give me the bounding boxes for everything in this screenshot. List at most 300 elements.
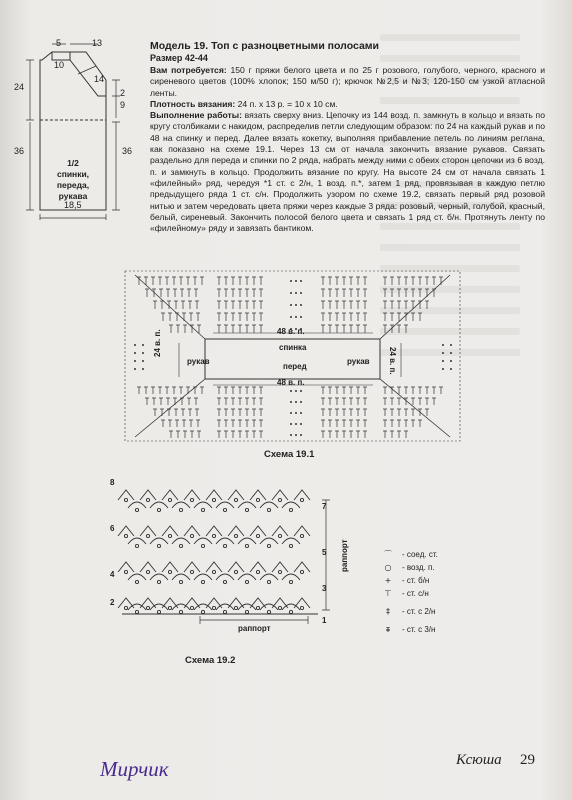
stitch-mark bbox=[159, 398, 163, 405]
stitch-mark bbox=[259, 387, 263, 394]
garment-pattern bbox=[6, 30, 146, 220]
chain-dot bbox=[201, 580, 204, 583]
stitch-mark bbox=[193, 277, 197, 285]
stitch-mark bbox=[252, 277, 256, 285]
stitch-mark bbox=[179, 387, 183, 394]
stitch-mark bbox=[425, 387, 429, 394]
row-num-2: 2 bbox=[110, 598, 115, 607]
stitch-mark bbox=[363, 289, 367, 297]
chain-dot bbox=[179, 580, 182, 583]
chain-dot bbox=[256, 606, 259, 609]
stitch-mark bbox=[397, 313, 401, 321]
stitch-mark bbox=[166, 289, 170, 297]
stitch-mark bbox=[349, 409, 353, 416]
stitch-mark bbox=[425, 409, 429, 416]
dim-left-upper: 24 bbox=[14, 82, 25, 92]
stitch-fan bbox=[238, 502, 256, 508]
chain-dot bbox=[157, 610, 160, 613]
chain-dot bbox=[135, 580, 138, 583]
stitch-fan bbox=[238, 574, 256, 580]
stitch-fan bbox=[194, 574, 212, 580]
scheme-19-1 bbox=[95, 265, 475, 447]
slip-stitch-icon: ⌒ bbox=[384, 550, 392, 559]
chain-dot bbox=[267, 508, 270, 511]
stitch-mark bbox=[328, 431, 332, 438]
stitch-fan bbox=[216, 574, 234, 580]
density-paragraph bbox=[150, 99, 545, 110]
stitch-mark bbox=[418, 387, 422, 394]
chain-dot bbox=[124, 498, 127, 501]
stitch-mark bbox=[161, 313, 165, 321]
stitch-fan bbox=[260, 604, 278, 610]
density-label: Плотность вязания: bbox=[150, 98, 236, 109]
stitch-mark bbox=[356, 409, 360, 416]
stitch-mark bbox=[196, 313, 200, 321]
back-label: спинка bbox=[279, 343, 307, 352]
stitch-dot bbox=[442, 368, 444, 370]
stitch-mark bbox=[363, 409, 367, 416]
stitch-mark bbox=[342, 431, 346, 438]
stitch-dot bbox=[300, 304, 302, 306]
stitch-mark bbox=[418, 277, 422, 285]
stitch-mark bbox=[411, 277, 415, 285]
dim-right-a: 2 bbox=[120, 88, 126, 98]
stitch-mark bbox=[160, 301, 164, 309]
chain-dot bbox=[234, 498, 237, 501]
stitch-dot bbox=[142, 344, 144, 346]
stitch-mark bbox=[335, 387, 339, 394]
work-label: Выполнение работы: bbox=[150, 110, 242, 121]
stitch-mark bbox=[168, 313, 172, 321]
stitch-mark bbox=[383, 409, 387, 416]
stitch-dot bbox=[142, 368, 144, 370]
stitch-dot bbox=[450, 352, 452, 354]
front-label: перед bbox=[283, 362, 307, 371]
stitch-dot bbox=[300, 401, 302, 403]
stitch-mark bbox=[328, 398, 332, 405]
stitch-mark bbox=[439, 277, 443, 285]
row-num-7: 7 bbox=[322, 502, 327, 511]
stitch-mark bbox=[231, 387, 235, 394]
chain-dot bbox=[212, 606, 215, 609]
stitch-mark bbox=[137, 277, 141, 285]
stitch-mark bbox=[231, 420, 235, 427]
stitch-mark bbox=[182, 420, 186, 427]
stitch-mark bbox=[356, 313, 360, 321]
stitch-mark bbox=[411, 409, 415, 416]
chain-dot bbox=[212, 498, 215, 501]
stitch-mark bbox=[439, 387, 443, 394]
stitch-mark bbox=[383, 277, 387, 285]
chain-dot bbox=[256, 498, 259, 501]
stitch-mark bbox=[404, 289, 408, 297]
stitch-mark bbox=[245, 325, 249, 333]
chain-dot bbox=[234, 534, 237, 537]
dim-right-lower: 36 bbox=[122, 146, 133, 156]
magazine-name: Ксюша bbox=[456, 752, 502, 768]
stitch-mark bbox=[175, 420, 179, 427]
stitch-mark bbox=[342, 313, 346, 321]
chain-dot bbox=[289, 610, 292, 613]
stitch-mark bbox=[342, 325, 346, 333]
stitch-mark bbox=[245, 409, 249, 416]
chain-dot bbox=[289, 544, 292, 547]
stitch-dot bbox=[290, 412, 292, 414]
stitch-mark bbox=[200, 387, 204, 394]
stitch-fan bbox=[260, 502, 278, 508]
stitch-mark bbox=[160, 409, 164, 416]
stitch-dot bbox=[295, 423, 297, 425]
stitch-dot bbox=[300, 292, 302, 294]
stitch-mark bbox=[238, 313, 242, 321]
scheme-19-2 bbox=[108, 470, 358, 645]
stitch-mark bbox=[356, 431, 360, 438]
stitch-mark bbox=[174, 409, 178, 416]
stitch-mark bbox=[321, 387, 325, 394]
chain-dot bbox=[245, 610, 248, 613]
chain-dot bbox=[256, 534, 259, 537]
stitch-mark bbox=[356, 277, 360, 285]
page-number: 29 bbox=[520, 752, 535, 768]
stitch-mark bbox=[145, 289, 149, 297]
chain-dot bbox=[190, 570, 193, 573]
stitch-mark bbox=[363, 325, 367, 333]
stitch-dot bbox=[295, 304, 297, 306]
stitch-mark bbox=[217, 277, 221, 285]
stitch-mark bbox=[195, 409, 199, 416]
stitch-fan bbox=[238, 604, 256, 610]
stitch-mark bbox=[200, 277, 204, 285]
stitch-mark bbox=[259, 431, 263, 438]
chain-dot bbox=[289, 580, 292, 583]
stitch-mark bbox=[363, 387, 367, 394]
stitch-mark bbox=[231, 409, 235, 416]
chain-dot bbox=[278, 534, 281, 537]
stitch-mark bbox=[252, 431, 256, 438]
chain-dot bbox=[234, 570, 237, 573]
stitch-dot bbox=[300, 390, 302, 392]
stitch-mark bbox=[217, 431, 221, 438]
stitch-mark bbox=[390, 398, 394, 405]
stitch-mark bbox=[158, 387, 162, 394]
stitch-mark bbox=[432, 387, 436, 394]
stitch-mark bbox=[349, 325, 353, 333]
stitch-mark bbox=[349, 420, 353, 427]
stitch-mark bbox=[195, 301, 199, 309]
stitch-mark bbox=[217, 398, 221, 405]
stitch-dot bbox=[290, 423, 292, 425]
legend-row: ⊤ - ст. с/н bbox=[378, 587, 498, 600]
chain-dot bbox=[168, 606, 171, 609]
stitch-mark bbox=[159, 289, 163, 297]
stitch-mark bbox=[328, 277, 332, 285]
stitch-fan bbox=[150, 502, 168, 508]
stitch-dot bbox=[134, 360, 136, 362]
stitch-mark bbox=[165, 277, 169, 285]
stitch-mark bbox=[252, 313, 256, 321]
chain-dot bbox=[300, 606, 303, 609]
chain-dot bbox=[168, 534, 171, 537]
stitch-mark bbox=[390, 420, 394, 427]
stitch-mark bbox=[238, 301, 242, 309]
stitch-mark bbox=[187, 398, 191, 405]
stitch-fan bbox=[150, 574, 168, 580]
dim-right-b: 9 bbox=[120, 100, 126, 110]
stitch-mark bbox=[245, 289, 249, 297]
stitch-dot bbox=[295, 292, 297, 294]
stitch-mark bbox=[363, 313, 367, 321]
stitch-dot bbox=[295, 316, 297, 318]
scheme-19-2-diagram bbox=[108, 470, 358, 645]
stitch-mark bbox=[404, 420, 408, 427]
stitch-mark bbox=[390, 409, 394, 416]
stitch-mark bbox=[252, 398, 256, 405]
stitch-mark bbox=[224, 289, 228, 297]
chain-dot bbox=[267, 544, 270, 547]
stitch-fan bbox=[172, 502, 190, 508]
stitch-mark bbox=[252, 409, 256, 416]
stitch-mark bbox=[321, 301, 325, 309]
chain-dot bbox=[289, 508, 292, 511]
stitch-fan bbox=[150, 538, 168, 544]
stitch-fan bbox=[128, 574, 146, 580]
stitch-fan bbox=[238, 538, 256, 544]
stitch-mark bbox=[397, 325, 401, 333]
stitch-fan bbox=[282, 538, 300, 544]
stitch-mark bbox=[217, 409, 221, 416]
stitch-mark bbox=[349, 387, 353, 394]
stitch-mark bbox=[259, 398, 263, 405]
stitch-mark bbox=[342, 398, 346, 405]
chain-dot bbox=[146, 498, 149, 501]
stitch-mark bbox=[335, 420, 339, 427]
stitch-mark bbox=[238, 387, 242, 394]
stitch-mark bbox=[217, 313, 221, 321]
stitch-mark bbox=[335, 301, 339, 309]
dim-bottom: 18,5 bbox=[64, 200, 82, 210]
stitch-mark bbox=[397, 277, 401, 285]
stitch-mark bbox=[321, 325, 325, 333]
stitch-mark bbox=[217, 289, 221, 297]
row-num-1: 1 bbox=[322, 616, 327, 625]
stitch-mark bbox=[189, 420, 193, 427]
stitch-mark bbox=[217, 387, 221, 394]
stitch-mark bbox=[383, 420, 387, 427]
stitch-mark bbox=[411, 420, 415, 427]
stitch-mark bbox=[172, 277, 176, 285]
stitch-dot bbox=[290, 304, 292, 306]
article-size: Размер 42-44 bbox=[150, 53, 208, 63]
chain-dot bbox=[157, 580, 160, 583]
chain-dot bbox=[179, 508, 182, 511]
chain-stitch-icon: ○ bbox=[384, 563, 392, 572]
stitch-mark bbox=[383, 289, 387, 297]
stitch-dot bbox=[300, 316, 302, 318]
stitch-mark bbox=[189, 313, 193, 321]
chain-dot bbox=[135, 508, 138, 511]
stitch-mark bbox=[328, 409, 332, 416]
stitch-mark bbox=[411, 289, 415, 297]
chain-dot bbox=[146, 570, 149, 573]
stitch-fan bbox=[194, 604, 212, 610]
stitch-mark bbox=[328, 387, 332, 394]
rapport-vertical: раппорт bbox=[340, 539, 349, 572]
stitch-mark bbox=[335, 431, 339, 438]
chain-dot bbox=[190, 498, 193, 501]
stitch-dot bbox=[300, 434, 302, 436]
stitch-mark bbox=[252, 289, 256, 297]
stitch-fan bbox=[216, 604, 234, 610]
stitch-mark bbox=[238, 431, 242, 438]
article bbox=[150, 40, 545, 234]
stitch-dot bbox=[442, 360, 444, 362]
stitch-mark bbox=[168, 420, 172, 427]
stitch-fan bbox=[194, 502, 212, 508]
stitch-mark bbox=[383, 313, 387, 321]
stitch-mark bbox=[153, 301, 157, 309]
stitch-mark bbox=[390, 277, 394, 285]
sleeve-right-count: 24 в. п. bbox=[388, 347, 397, 375]
chain-dot bbox=[168, 498, 171, 501]
stitch-mark bbox=[153, 409, 157, 416]
chain-dot bbox=[179, 610, 182, 613]
stitch-mark bbox=[335, 398, 339, 405]
stitch-dot bbox=[442, 344, 444, 346]
stitch-mark bbox=[328, 301, 332, 309]
stitch-dot bbox=[300, 423, 302, 425]
stitch-mark bbox=[383, 301, 387, 309]
stitch-mark bbox=[397, 420, 401, 427]
stitch-mark bbox=[425, 398, 429, 405]
stitch-mark bbox=[342, 301, 346, 309]
stitch-mark bbox=[321, 420, 325, 427]
stitch-mark bbox=[349, 431, 353, 438]
row-num-8: 8 bbox=[110, 478, 115, 487]
legend-row: ○ - возд. п. bbox=[378, 561, 498, 574]
stitch-mark bbox=[181, 409, 185, 416]
dim-top-b: 13 bbox=[92, 38, 103, 48]
stitch-mark bbox=[411, 398, 415, 405]
stitch-dot bbox=[290, 292, 292, 294]
chain-dot bbox=[223, 544, 226, 547]
stitch-mark bbox=[231, 277, 235, 285]
stitch-mark bbox=[245, 420, 249, 427]
chain-dot bbox=[300, 498, 303, 501]
legend-row: ‡ - ст. с 2/н bbox=[378, 605, 498, 618]
dim-top-a: 5 bbox=[56, 38, 62, 48]
stitch-mark bbox=[238, 325, 242, 333]
stitch-mark bbox=[180, 289, 184, 297]
sleeve-left-count: 24 в. п. bbox=[153, 329, 162, 357]
stitch-mark bbox=[172, 387, 176, 394]
back-count: 48 в. п. bbox=[277, 327, 305, 336]
stitch-mark bbox=[151, 387, 155, 394]
stitch-dot bbox=[290, 401, 292, 403]
stitch-mark bbox=[186, 387, 190, 394]
stitch-mark bbox=[176, 431, 180, 438]
stitch-mark bbox=[245, 313, 249, 321]
stitch-fan bbox=[172, 574, 190, 580]
stitch-dot bbox=[290, 280, 292, 282]
stitch-mark bbox=[252, 387, 256, 394]
stitch-mark bbox=[404, 431, 408, 438]
chain-dot bbox=[135, 610, 138, 613]
chain-dot bbox=[245, 508, 248, 511]
stitch-mark bbox=[321, 398, 325, 405]
stitch-mark bbox=[231, 301, 235, 309]
stitch-mark bbox=[363, 277, 367, 285]
chain-dot bbox=[278, 498, 281, 501]
single-crochet-icon: + bbox=[384, 576, 392, 585]
stitch-mark bbox=[383, 387, 387, 394]
stitch-mark bbox=[321, 431, 325, 438]
stitch-mark bbox=[231, 398, 235, 405]
stitch-mark bbox=[432, 277, 436, 285]
stitch-mark bbox=[404, 325, 408, 333]
stitch-mark bbox=[217, 301, 221, 309]
stitch-mark bbox=[335, 325, 339, 333]
stitch-mark bbox=[166, 398, 170, 405]
chain-dot bbox=[234, 606, 237, 609]
stitch-mark bbox=[356, 420, 360, 427]
stitch-mark bbox=[349, 313, 353, 321]
stitch-mark bbox=[152, 289, 156, 297]
stitch-mark bbox=[349, 277, 353, 285]
stitch-mark bbox=[224, 301, 228, 309]
stitch-mark bbox=[158, 277, 162, 285]
stitch-mark bbox=[363, 301, 367, 309]
row-num-3: 3 bbox=[322, 584, 327, 593]
chain-dot bbox=[168, 570, 171, 573]
stitch-mark bbox=[432, 398, 436, 405]
work-paragraph bbox=[150, 110, 545, 234]
stitch-mark bbox=[259, 325, 263, 333]
stitch-dot bbox=[290, 390, 292, 392]
stitch-dot bbox=[142, 360, 144, 362]
stitch-mark bbox=[245, 431, 249, 438]
chain-dot bbox=[190, 534, 193, 537]
scheme-19-1-caption: Схема 19.1 bbox=[264, 449, 315, 460]
stitch-mark bbox=[259, 277, 263, 285]
stitch-mark bbox=[411, 313, 415, 321]
double-crochet-icon: ⊤ bbox=[384, 589, 392, 598]
stitch-dot bbox=[142, 352, 144, 354]
stitch-mark bbox=[390, 313, 394, 321]
stitch-mark bbox=[418, 420, 422, 427]
stitch-dot bbox=[295, 280, 297, 282]
stitch-mark bbox=[224, 398, 228, 405]
stitch-mark bbox=[356, 289, 360, 297]
stitch-mark bbox=[383, 325, 387, 333]
chain-dot bbox=[267, 580, 270, 583]
stitch-fan bbox=[216, 502, 234, 508]
stitch-mark bbox=[186, 277, 190, 285]
stitch-mark bbox=[411, 387, 415, 394]
stitch-mark bbox=[238, 420, 242, 427]
chain-dot bbox=[245, 544, 248, 547]
chain-dot bbox=[300, 534, 303, 537]
stitch-mark bbox=[397, 398, 401, 405]
stitch-mark bbox=[217, 325, 221, 333]
double-treble-icon: ⩨ bbox=[385, 625, 391, 634]
stitch-mark bbox=[197, 431, 201, 438]
stitch-mark bbox=[342, 277, 346, 285]
sleeve-left-label: рукав bbox=[187, 357, 210, 366]
stitch-mark bbox=[231, 431, 235, 438]
rapport-horizontal: раппорт bbox=[238, 624, 271, 633]
row-num-4: 4 bbox=[110, 570, 115, 579]
chain-dot bbox=[157, 544, 160, 547]
